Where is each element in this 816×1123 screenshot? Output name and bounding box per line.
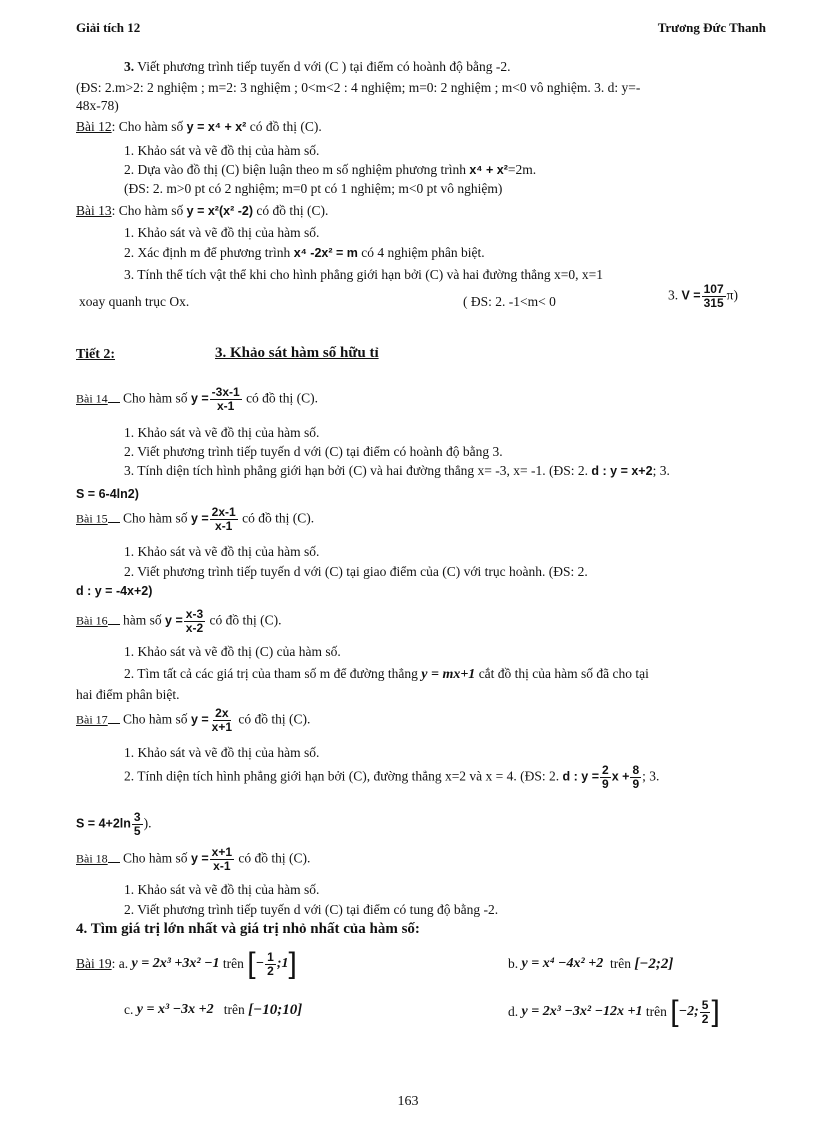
text: 3. Tính diện tích hình phẳng giới hạn bởi (C) và hai đường thẳng x= -3, x= -1. (ĐS: 2. xyxy=(124,463,589,478)
tail: có đồ thị (C). xyxy=(238,850,311,866)
denominator: 9 xyxy=(632,777,640,791)
bai19-b xyxy=(508,946,673,982)
exercise-label: Bài 19 xyxy=(76,956,112,971)
text: =2m. xyxy=(507,162,537,177)
text: 2. Tính diện tích hình phẳng giới hạn bởi (C), đường thẳng x=2 và x = 4. (ĐS: 2. xyxy=(124,768,560,784)
underline-gap xyxy=(108,862,120,863)
bai18-q1: 1. Khảo sát và vẽ đồ thị của hàm số. xyxy=(124,882,320,897)
function-formula: y = 2x³ −3x² −12x +1 xyxy=(521,1004,643,1019)
exercise-label: Bài 13 xyxy=(76,203,112,218)
bai14-q3 xyxy=(124,462,670,480)
text: x + xyxy=(611,769,630,784)
text: ). xyxy=(143,815,152,831)
bai16-q2 xyxy=(124,665,649,684)
text: b. xyxy=(508,956,519,971)
bai17-area xyxy=(76,811,151,838)
tail: có đồ thị (C). xyxy=(209,612,282,628)
bai15-heading xyxy=(76,506,314,533)
exercise-label: Bài 17 xyxy=(76,712,108,727)
bai15-q1: 1. Khảo sát và vẽ đồ thị của hàm số. xyxy=(124,544,320,559)
bai16-q2-cont: hai điểm phân biệt. xyxy=(76,687,180,702)
top-answer-1: (ĐS: 2.m>2: 2 nghiệm ; m=2: 3 nghiệm ; 0<m<2 : 4 nghiệm; m=0: 2 nghiệm ; m<0 vô nghiệm. 3. d: y=- xyxy=(76,80,641,95)
fraction xyxy=(600,764,611,791)
numerator: 5 xyxy=(701,997,709,1012)
tail: có đồ thị (C). xyxy=(256,203,329,218)
fraction xyxy=(184,608,205,635)
bai14-area: S = 6-4ln2) xyxy=(76,487,139,501)
denominator: 315 xyxy=(703,296,724,310)
text: 2. Dựa vào đồ thị (C) biện luận theo m số nghiệm phương trình xyxy=(124,162,466,177)
numerator: 107 xyxy=(703,282,724,296)
bai15-answer: d : y = -4x+2) xyxy=(76,584,153,598)
bai13-answer-3 xyxy=(668,283,738,310)
text: trên xyxy=(609,956,631,971)
tiet2-title: 3. Khảo sát hàm số hữu tỉ xyxy=(215,345,379,361)
fraction xyxy=(210,707,234,734)
text: d. xyxy=(508,1004,519,1019)
fraction xyxy=(700,999,711,1026)
interval: [ − $\frac{1}{2}$ ;1 ] xyxy=(247,947,297,980)
bai17-heading xyxy=(76,707,310,734)
denominator: 2 xyxy=(701,1011,709,1026)
exercise-label: Bài 12 xyxy=(76,119,112,134)
text: cắt đồ thị của hàm số đã cho tại xyxy=(478,666,649,681)
bai12-heading xyxy=(76,118,322,136)
text: π) xyxy=(726,287,738,303)
denominator: x-1 xyxy=(217,399,235,413)
intro: : Cho hàm số xyxy=(111,203,184,218)
tail: có đồ thị (C). xyxy=(238,711,311,727)
bai18-heading xyxy=(76,846,310,873)
numerator: 8 xyxy=(632,763,640,777)
exercise-label: Bài 16 xyxy=(76,613,108,628)
intro: Cho hàm số xyxy=(123,510,188,526)
underline-gap xyxy=(108,522,120,523)
tail: có đồ thị (C). xyxy=(249,119,322,134)
bai13-q3: 3. Tính thể tích vật thể khi cho hình phẳng giới hạn bởi (C) và hai đường thẳng x=0, x=1 xyxy=(124,267,604,282)
numerator: 2x-1 xyxy=(211,505,236,519)
exercise-label: Bài 15 xyxy=(76,511,108,526)
header-left: Giải tích 12 xyxy=(76,20,141,35)
numerator: -3x-1 xyxy=(211,385,240,399)
bai19-c xyxy=(124,992,302,1028)
sign: − xyxy=(255,956,265,971)
numerator: 2x xyxy=(215,706,229,720)
bai14-q1: 1. Khảo sát và vẽ đồ thị của hàm số. xyxy=(124,425,320,440)
page-number: 163 xyxy=(397,1094,419,1109)
fraction xyxy=(630,764,641,791)
y-label: y = xyxy=(190,712,209,727)
text: có 4 nghiệm phân biệt. xyxy=(361,245,485,260)
function-formula: y = x⁴ −4x² +2 xyxy=(521,956,604,971)
section4-title: 4. Tìm giá trị lớn nhất và giá trị nhỏ nhất của hàm số: xyxy=(76,921,420,937)
underline-gap xyxy=(108,624,120,625)
numerator: 2 xyxy=(602,763,609,777)
denominator: x+1 xyxy=(211,720,233,734)
text: 3. xyxy=(668,287,679,303)
bai14-q2: 2. Viết phương trình tiếp tuyến d với (C) tại điểm có hoành độ bằng 3. xyxy=(124,444,503,459)
interval: [ −2; $\frac{5}{2}$ ] xyxy=(670,995,720,1028)
function-formula: y = x²(x² -2) xyxy=(186,204,253,218)
intro: Cho hàm số xyxy=(123,711,188,727)
upper-bound: ;1 xyxy=(276,956,289,971)
lower-bound: −2; xyxy=(678,1004,699,1019)
top-item3 xyxy=(124,58,510,76)
y-label: y = xyxy=(190,851,209,866)
top-answer-2: 48x-78) xyxy=(76,98,119,113)
denominator: 2 xyxy=(267,963,274,978)
interval: [−2;2] xyxy=(634,956,674,972)
bai13-q3-cont: xoay quanh trục Ox. xyxy=(79,294,190,309)
intro: : Cho hàm số xyxy=(111,119,184,134)
intro: Cho hàm số xyxy=(123,390,188,406)
underline-gap xyxy=(108,723,120,724)
bai12-q1: 1. Khảo sát và vẽ đồ thị của hàm số. xyxy=(124,143,320,158)
bai13-q2 xyxy=(124,244,485,262)
text: ; 3. xyxy=(642,768,660,784)
y-label: y = xyxy=(190,391,209,406)
fraction xyxy=(210,386,242,413)
intro: Cho hàm số xyxy=(123,850,188,866)
fraction xyxy=(210,506,238,533)
line-equation: y = mx+1 xyxy=(421,667,476,682)
item-number: 3. xyxy=(124,59,135,74)
y-label: y = xyxy=(190,511,209,526)
text: ; 3. xyxy=(652,463,670,478)
bai12-answer: (ĐS: 2. m>0 pt có 2 nghiệm; m=0 pt có 1 nghiệm; m<0 pt vô nghiệm) xyxy=(124,181,503,196)
equation: x⁴ + x² xyxy=(469,163,508,177)
bai14-heading xyxy=(76,386,318,413)
item-text: Viết phương trình tiếp tuyến d với (C ) tại điểm có hoành độ bằng -2. xyxy=(137,59,511,74)
y-label: y = xyxy=(165,613,183,628)
denominator: x-2 xyxy=(185,621,204,635)
bai13-heading xyxy=(76,202,328,220)
tail: có đồ thị (C). xyxy=(246,390,319,406)
numerator: 3 xyxy=(133,810,141,824)
function-formula: y = 2x³ +3x² −1 xyxy=(131,956,220,971)
section-label: Tiết 2: xyxy=(76,347,116,362)
underline-gap xyxy=(108,402,120,403)
equation: x⁴ -2x² = m xyxy=(293,246,358,260)
volume-label: V = xyxy=(681,288,701,303)
bai19-a xyxy=(76,946,297,982)
text: c. xyxy=(124,1002,134,1017)
bai17-q1: 1. Khảo sát và vẽ đồ thị của hàm số. xyxy=(124,745,320,760)
text: trên xyxy=(222,956,244,971)
text: trên xyxy=(223,1002,245,1017)
intro: hàm số xyxy=(123,612,162,628)
header-right: Trương Đức Thanh xyxy=(657,20,766,35)
bai19-d xyxy=(508,992,720,1032)
function-formula: y = x³ −3x +2 xyxy=(136,1002,214,1017)
bai12-q2 xyxy=(124,161,536,179)
tangent-label: d : y = xyxy=(562,769,600,784)
numerator: x-3 xyxy=(185,607,204,621)
text: : a. xyxy=(111,956,129,971)
denominator: 9 xyxy=(602,777,609,791)
exercise-label: Bài 14 xyxy=(76,391,108,406)
denominator: x-1 xyxy=(213,859,231,873)
bai13-answer: ( ĐS: 2. -1<m< 0 xyxy=(463,294,556,309)
exercise-label: Bài 18 xyxy=(76,851,108,866)
tiet2-label xyxy=(76,346,115,364)
denominator: x-1 xyxy=(215,519,233,533)
bai17-q2 xyxy=(124,764,659,791)
fraction xyxy=(702,283,726,310)
numerator: 1 xyxy=(267,949,274,964)
fraction xyxy=(210,846,234,873)
numerator: x+1 xyxy=(211,845,233,859)
tail: có đồ thị (C). xyxy=(242,510,315,526)
bai16-heading xyxy=(76,608,282,635)
text: 2. Xác định m để phương trình xyxy=(124,245,291,260)
function-formula: y = x⁴ + x² xyxy=(186,120,247,134)
interval: [−10;10] xyxy=(248,1002,303,1018)
bai16-q1: 1. Khảo sát và vẽ đồ thị (C) của hàm số. xyxy=(124,644,341,659)
fraction xyxy=(265,951,276,978)
fraction xyxy=(132,811,143,838)
denominator: 5 xyxy=(133,824,141,838)
area-formula: S = 4+2ln xyxy=(76,816,131,831)
bai18-q2: 2. Viết phương trình tiếp tuyến d với (C) tại điểm có tung độ bằng -2. xyxy=(124,902,499,917)
text: 2. Tìm tất cả các giá trị của tham số m để đường thẳng xyxy=(124,666,418,681)
bai15-q2: 2. Viết phương trình tiếp tuyến d với (C) tại giao điểm của (C) với trục hoành. (ĐS: 2. xyxy=(124,564,588,579)
text: trên xyxy=(645,1004,667,1019)
tangent-equation: d : y = x+2 xyxy=(591,464,653,478)
bai13-q1: 1. Khảo sát và vẽ đồ thị của hàm số. xyxy=(124,225,320,240)
